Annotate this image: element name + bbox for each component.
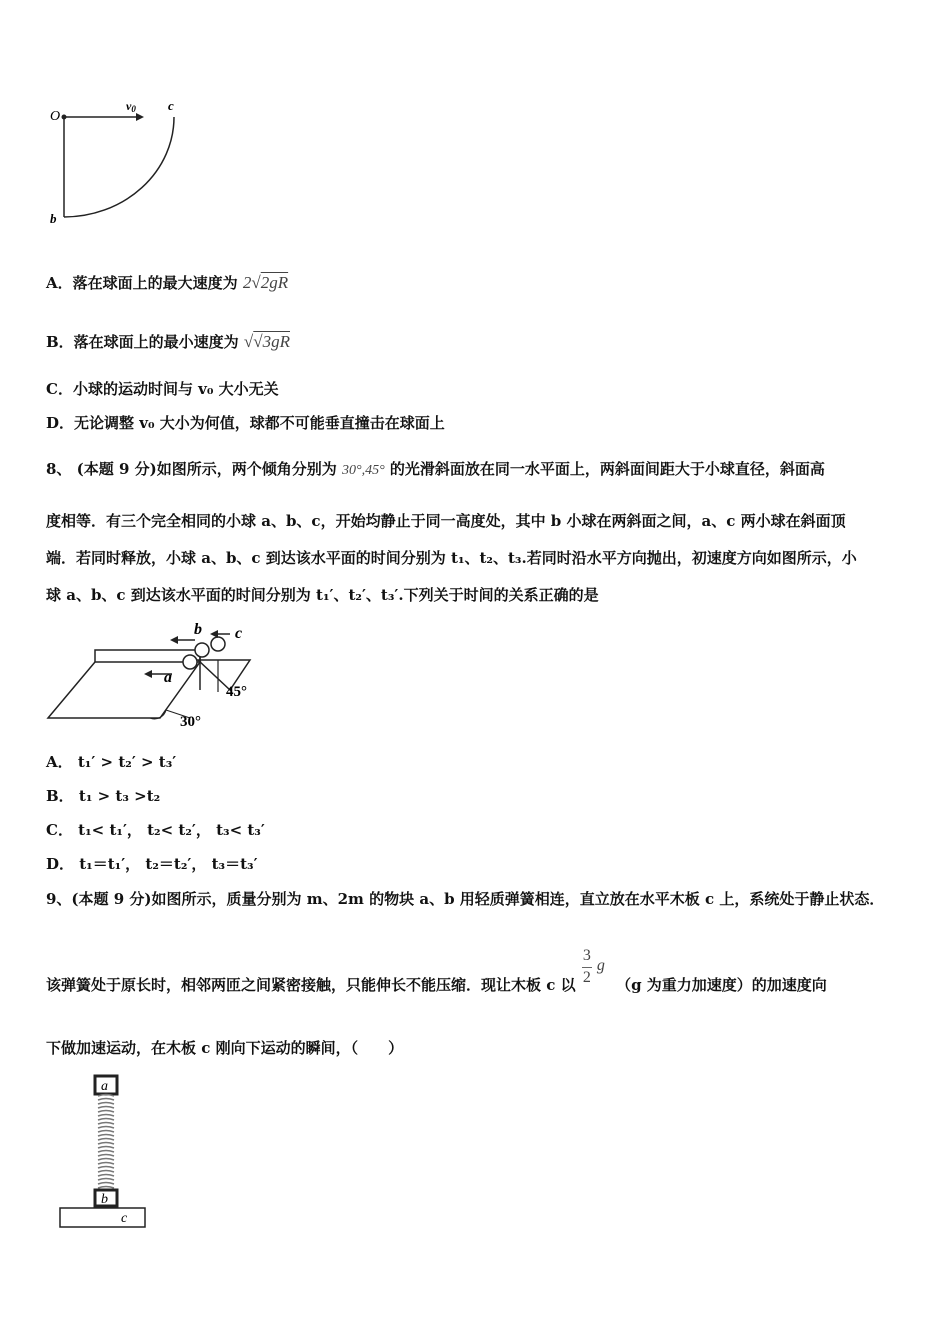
fig1-label-c: c	[168, 98, 174, 113]
q9-fraction: 3 2 g	[582, 947, 605, 986]
q8-option-a: A． t₁′ > t₂′ > t₃′	[46, 753, 177, 771]
fig3-label-c: c	[121, 1211, 128, 1226]
q7-option-a-formula: 2√2gR	[242, 273, 289, 292]
q8-line-4: 球 a、b、c 到达该水平面的时间分别为 t₁′、t₂′、t₃′.下列关于时间的关系正确的是	[46, 586, 599, 604]
q9-line-2: 该弹簧处于原长时，相邻两匝之间紧密接触，只能伸长不能压缩．现让木板 c 以 3 2 g （g 为重力加速度）的加速度向	[46, 947, 827, 994]
q8-line-1: 8、 (本题 9 分)如图所示，两个倾角分别为 30°,45° 的光滑斜面放在同一水平面上，两斜面间距大于小球直径，斜面高	[46, 460, 825, 478]
svg-text:v0	[126, 99, 136, 114]
q7-option-c: C．小球的运动时间与 v₀ 大小无关	[46, 380, 279, 398]
figure-quarter-circle	[40, 95, 200, 235]
fig2-label-b: b	[194, 621, 202, 638]
q9-line-3: 下做加速运动，在木板 c 刚向下运动的瞬间，（ ）	[46, 1039, 404, 1057]
fig3-label-a: a	[101, 1079, 108, 1094]
q7-option-d: D．无论调整 v₀ 大小为何值，球都不可能垂直撞击在球面上	[46, 414, 445, 432]
fig1-label-v0-sub: 0	[131, 104, 136, 114]
fig2-angle-30: 30°	[180, 714, 201, 730]
fig1-label-v0: v	[126, 99, 132, 113]
fig3-label-b: b	[101, 1192, 108, 1207]
fig2-label-a: a	[164, 669, 172, 686]
figure-spring	[55, 1072, 155, 1232]
fig2-angle-45: 45°	[226, 684, 247, 700]
figure-inclines	[40, 620, 280, 735]
q8-angles: 30°,45°	[341, 463, 385, 478]
q8-line-2: 度相等．有三个完全相同的小球 a、b、c，开始均静止于同一高度处，其中 b 小球在两斜面之间，a、c 两小球在斜面顶	[46, 512, 846, 530]
fig1-label-O: O	[50, 109, 61, 124]
q8-option-c: C． t₁< t₁′， t₂< t₂′， t₃< t₃′	[46, 821, 265, 839]
q8-option-b: B． t₁ > t₃ >t₂	[46, 787, 161, 805]
q8-line-3: 端．若同时释放，小球 a、b、c 到达该水平面的时间分别为 t₁、t₂、t₃.若同时沿水平方向抛出，初速度方向如图所示，小	[46, 549, 857, 567]
q7-option-b: B．落在球面上的最小速度为 √√3gR	[46, 332, 290, 351]
q8-option-d: D． t₁＝t₁′， t₂＝t₂′， t₃＝t₃′	[46, 855, 258, 873]
q7-option-a: A．落在球面上的最大速度为 2√2gR	[46, 273, 289, 292]
fig2-label-c: c	[235, 625, 243, 642]
fig1-label-b: b	[50, 211, 57, 226]
q7-option-b-formula: √√3gR	[243, 332, 290, 351]
q9-line-1: 9、(本题 9 分)如图所示，质量分别为 m、2m 的物块 a、b 用轻质弹簧相连，直立放在水平木板 c 上，系统处于静止状态．	[46, 890, 885, 908]
